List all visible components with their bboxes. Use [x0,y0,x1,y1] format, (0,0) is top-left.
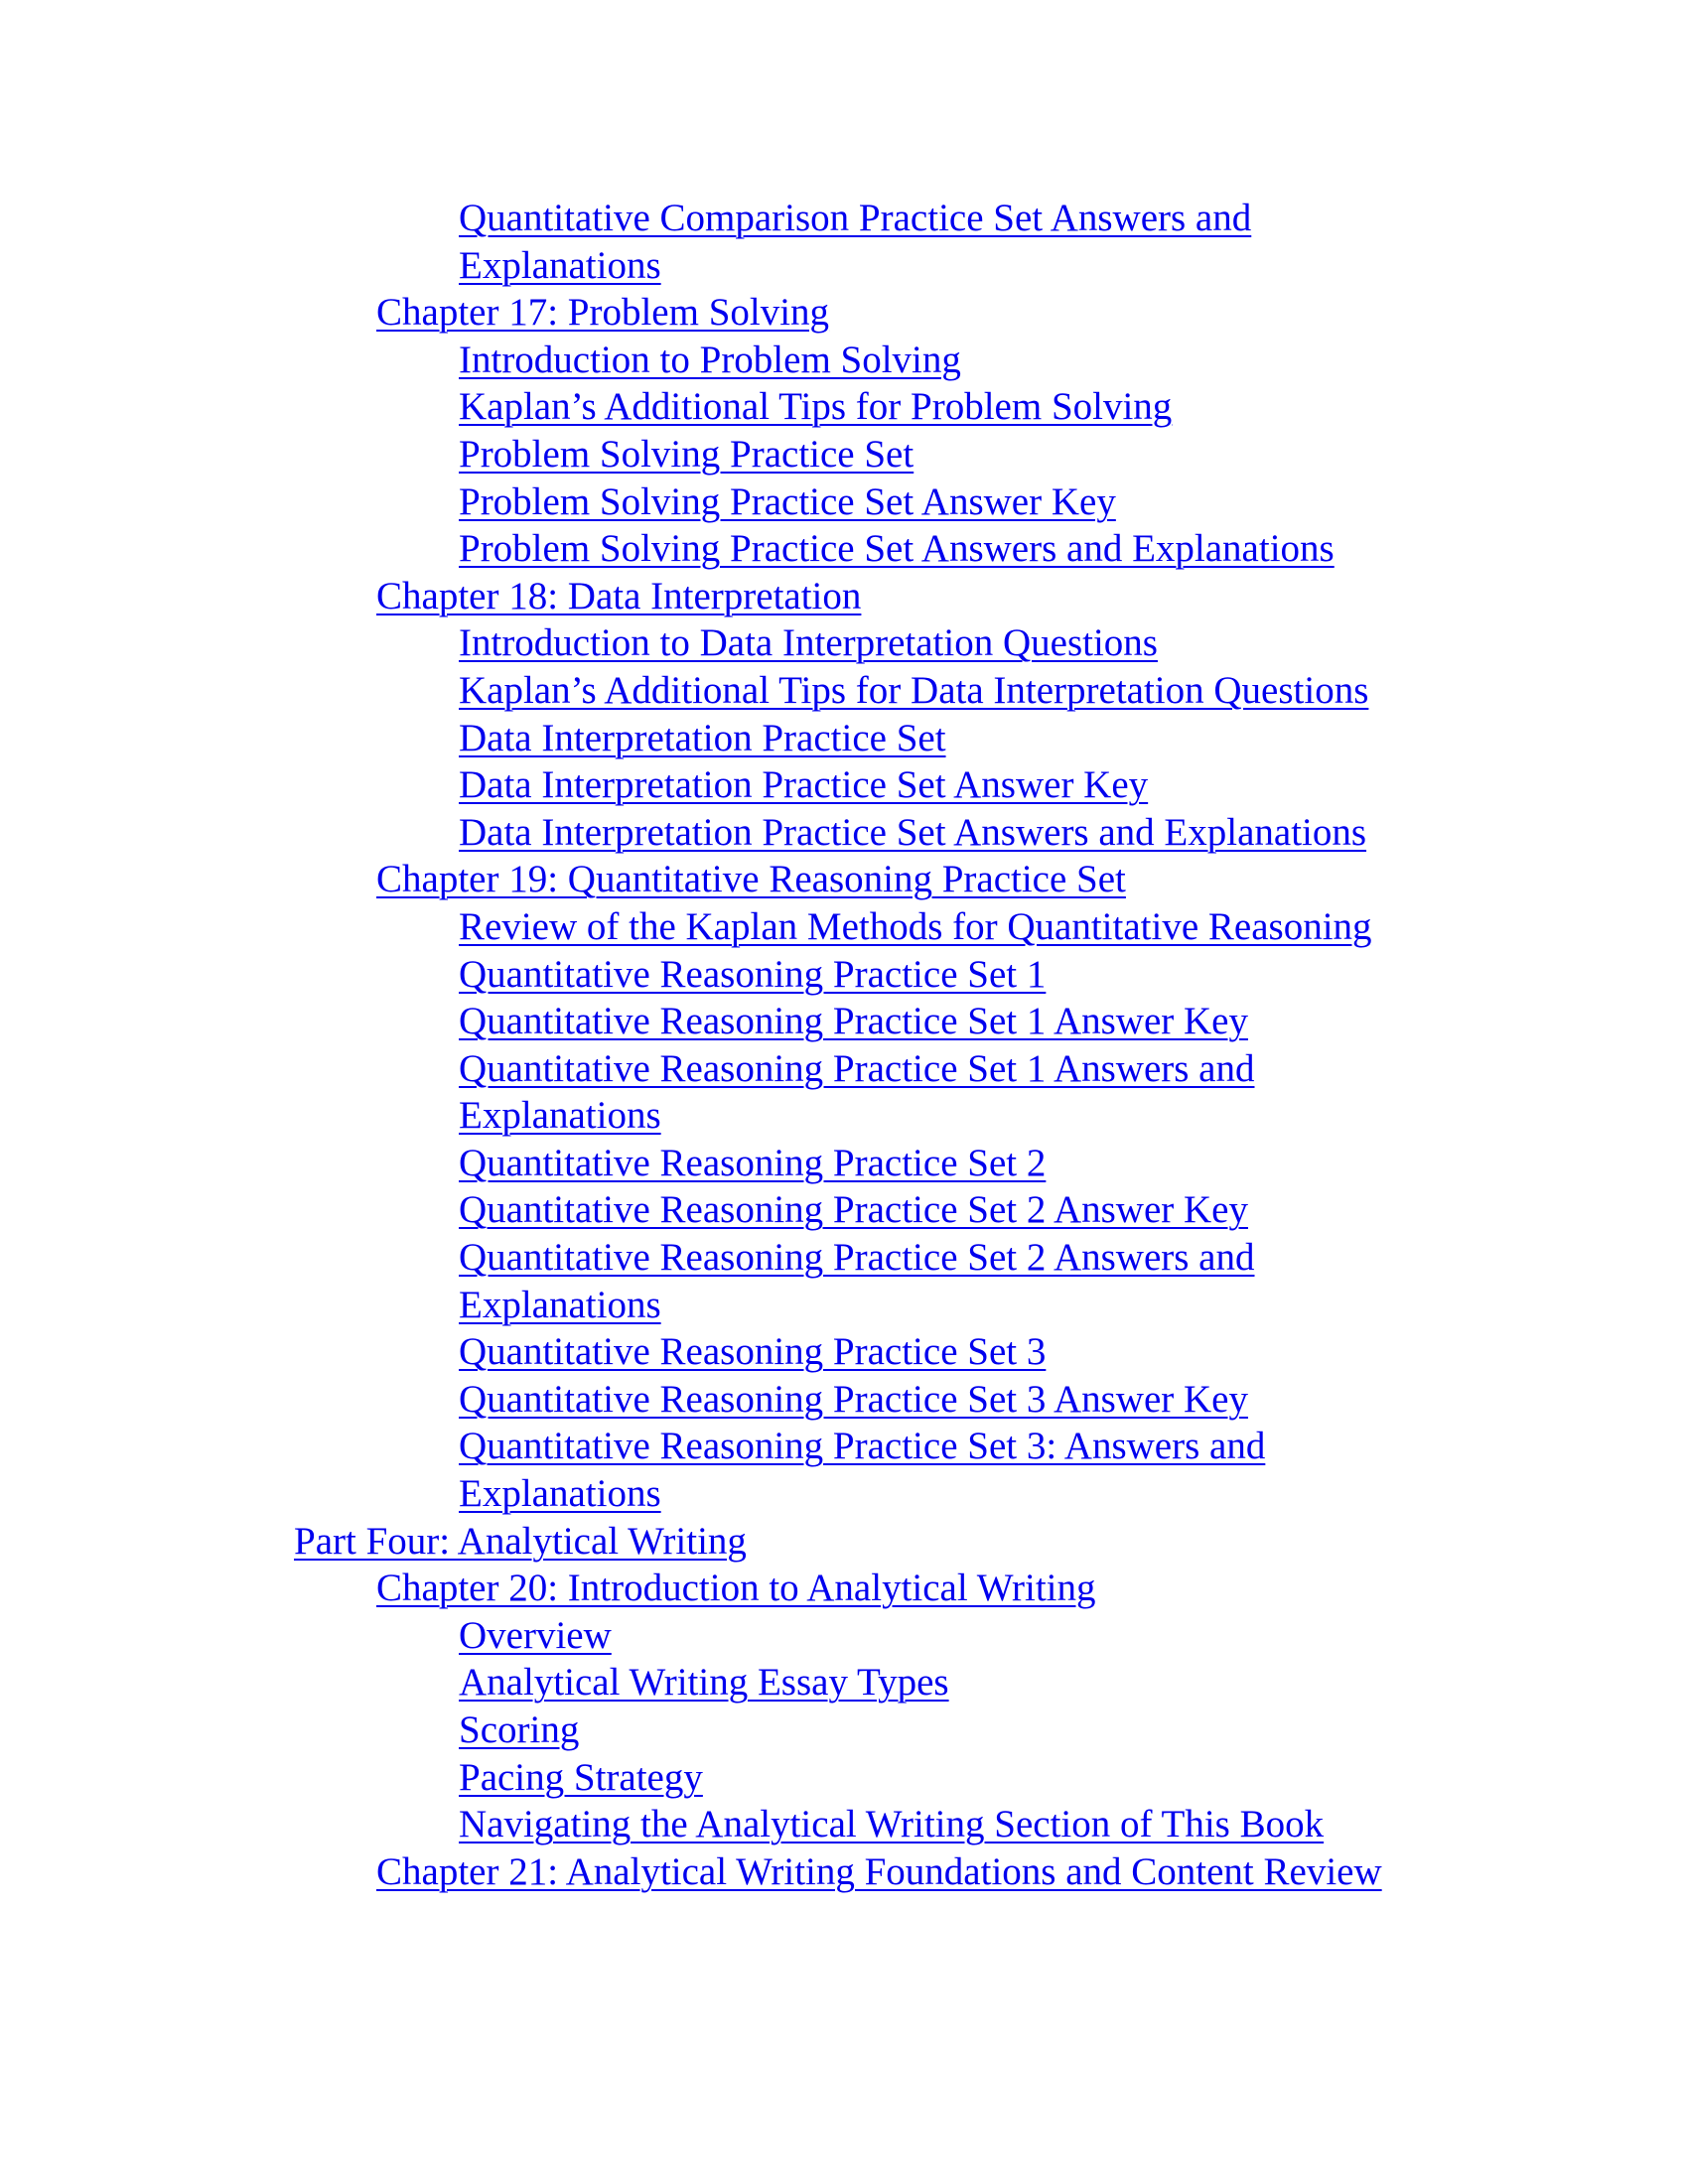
toc-chapter-link[interactable]: Chapter 20: Introduction to Analytical Writing [376,1567,1096,1610]
toc-entry [0,998,1688,1045]
toc-section-link[interactable]: Navigating the Analytical Writing Section of This Book [459,1803,1325,1846]
toc-entry [0,1234,1688,1328]
toc-section-link[interactable]: Quantitative Reasoning Practice Set 3 Answer Key [459,1377,1248,1421]
toc-section-link[interactable]: Kaplan’s Additional Tips for Data Interpretation Questions [459,668,1369,712]
toc-section-link[interactable]: Problem Solving Practice Set Answer Key [459,479,1116,523]
toc-entry [0,383,1688,431]
toc-section-link[interactable]: Quantitative Reasoning Practice Set 2 Answers and Explanations [459,1236,1255,1326]
toc-entry [0,809,1688,857]
toc-section-link[interactable]: Review of the Kaplan Methods for Quantitative Reasoning [459,904,1372,948]
toc-section-link[interactable]: Quantitative Reasoning Practice Set 2 [459,1141,1047,1184]
toc-entry [0,1045,1688,1140]
toc-entry [0,1565,1688,1612]
toc-entry [0,1848,1688,1896]
toc-section-link[interactable]: Scoring [459,1708,580,1751]
toc-entry [0,1140,1688,1187]
toc-section-link[interactable]: Quantitative Reasoning Practice Set 3: Answers and Explanations [459,1425,1266,1516]
toc-section-link[interactable]: Data Interpretation Practice Set Answers and Explanations [459,810,1367,854]
toc-section-link[interactable]: Quantitative Reasoning Practice Set 1 Answer Key [459,1000,1248,1043]
toc-entry [0,1423,1688,1517]
toc-section-link[interactable]: Overview [459,1613,612,1657]
toc-entry [0,573,1688,620]
toc-chapter-link[interactable]: Chapter 19: Quantitative Reasoning Practice Set [376,858,1126,901]
toc-entry [0,1706,1688,1754]
toc-entry [0,195,1688,289]
toc-entry [0,1612,1688,1660]
toc-section-link[interactable]: Introduction to Data Interpretation Questions [459,621,1158,665]
toc-chapter-link[interactable]: Chapter 21: Analytical Writing Foundations and Content Review [376,1849,1382,1893]
toc-section-link[interactable]: Pacing Strategy [459,1755,703,1799]
toc-section-link[interactable]: Data Interpretation Practice Set Answer Key [459,763,1149,807]
toc-entry [0,431,1688,478]
toc-section-link[interactable]: Quantitative Comparison Practice Set Answers and Explanations [459,197,1252,287]
toc-entry [0,1659,1688,1706]
toc-part-link[interactable]: Part Four: Analytical Writing [294,1519,747,1563]
toc-entry [0,715,1688,762]
toc-entry [0,1186,1688,1234]
toc-entry [0,667,1688,715]
toc-section-link[interactable]: Quantitative Reasoning Practice Set 2 Answer Key [459,1188,1248,1232]
toc-entry [0,619,1688,667]
toc-section-link[interactable]: Introduction to Problem Solving [459,338,961,381]
toc-entry [0,337,1688,384]
toc-entry [0,289,1688,337]
toc-entry [0,1328,1688,1376]
toc-section-link[interactable]: Quantitative Reasoning Practice Set 3 [459,1330,1047,1374]
toc-entry [0,1376,1688,1424]
toc-entry [0,761,1688,809]
toc-section-link[interactable]: Kaplan’s Additional Tips for Problem Solving [459,385,1173,429]
toc-entry [0,856,1688,903]
toc-section-link[interactable]: Quantitative Reasoning Practice Set 1 Answers and Explanations [459,1046,1255,1138]
toc-entry [0,951,1688,999]
toc-entry [0,525,1688,573]
toc-entry [0,1754,1688,1802]
toc-section-link[interactable]: Problem Solving Practice Set [459,432,914,476]
table-of-contents [0,195,1688,1895]
toc-entry [0,478,1688,526]
toc-chapter-link[interactable]: Chapter 18: Data Interpretation [376,574,862,617]
toc-chapter-link[interactable]: Chapter 17: Problem Solving [376,291,830,335]
toc-section-link[interactable]: Data Interpretation Practice Set [459,716,946,759]
toc-section-link[interactable]: Problem Solving Practice Set Answers and Explanations [459,527,1335,571]
toc-entry [0,1518,1688,1566]
toc-entry [0,903,1688,951]
toc-entry [0,1801,1688,1848]
toc-section-link[interactable]: Quantitative Reasoning Practice Set 1 [459,952,1047,996]
toc-section-link[interactable]: Analytical Writing Essay Types [459,1661,949,1705]
